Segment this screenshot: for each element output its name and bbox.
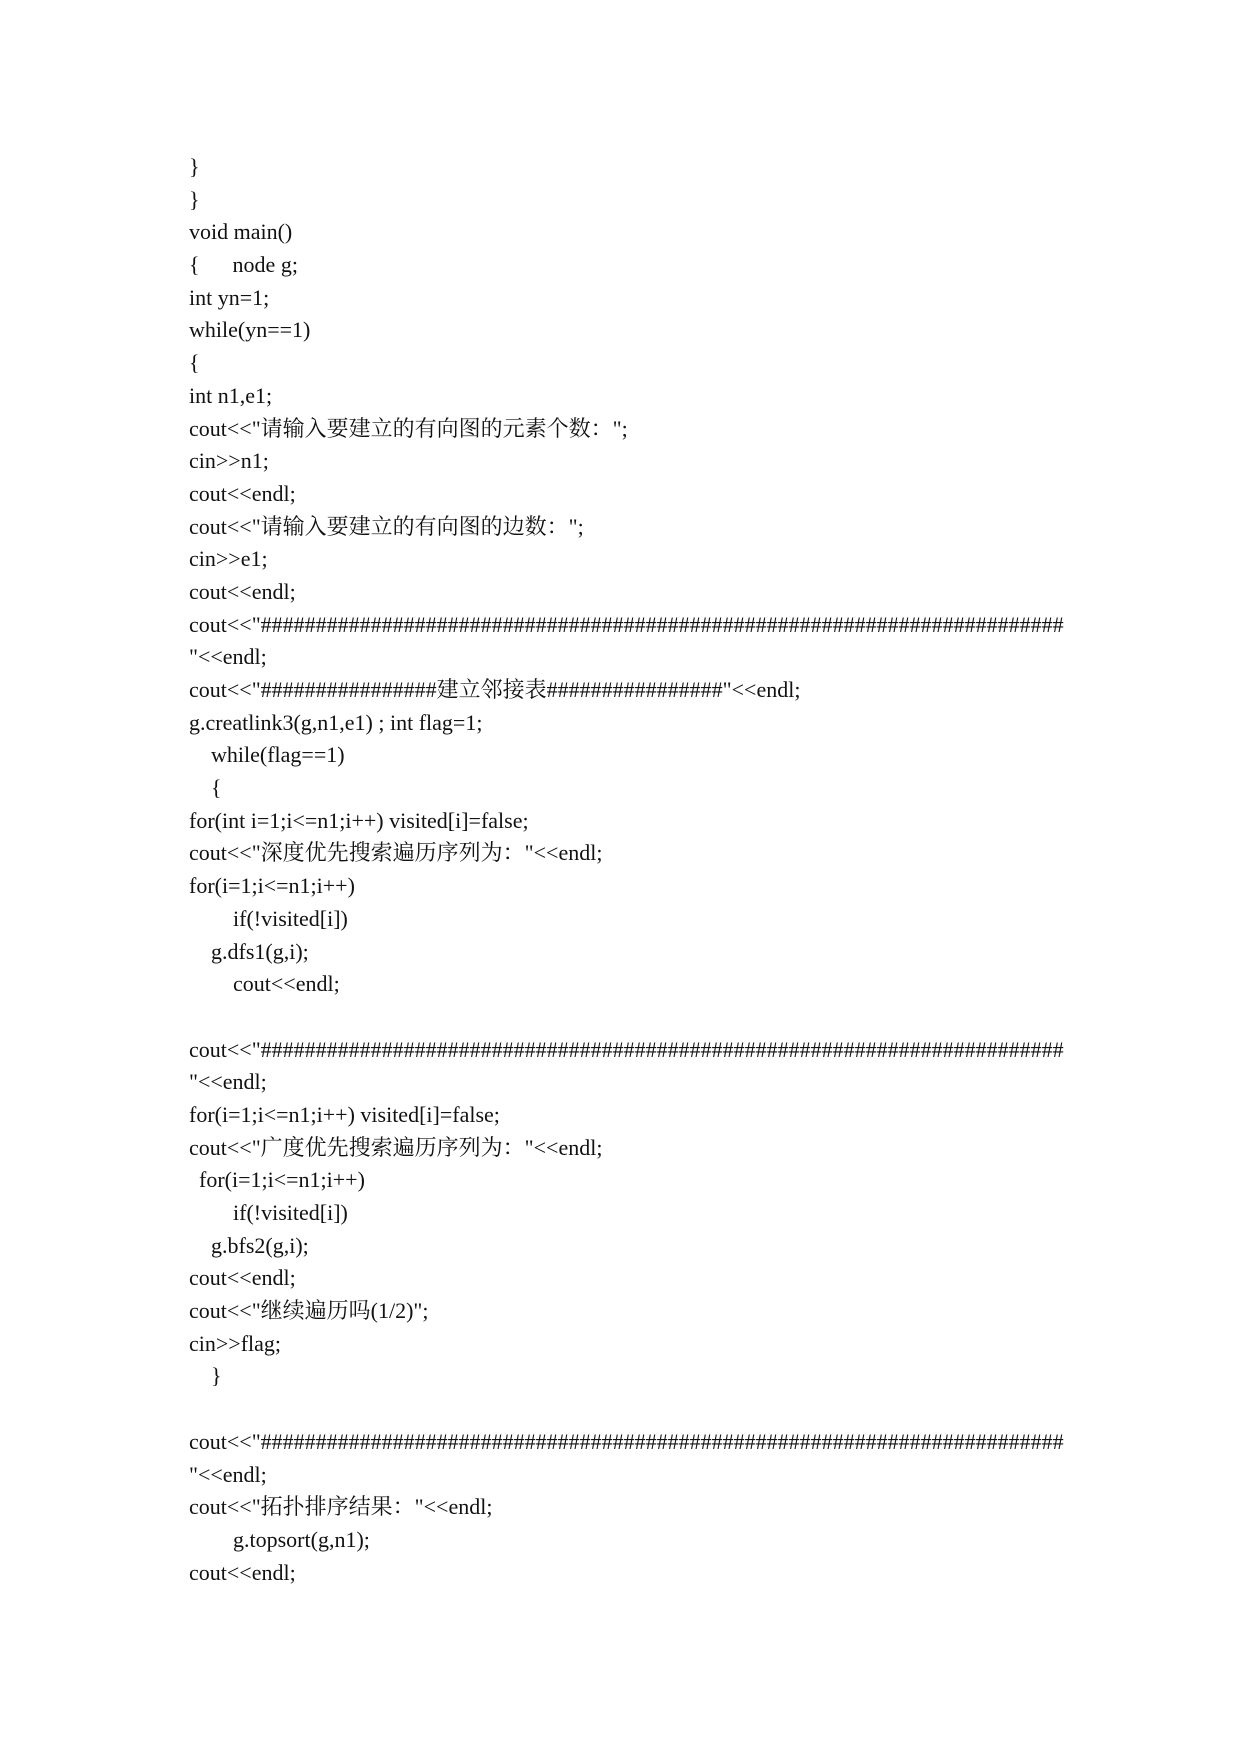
- code-line: cout<<"拓扑排序结果："<<endl;: [189, 1494, 493, 1520]
- code-line: "<<endl;: [189, 644, 267, 670]
- code-line: g.creatlink3(g,n1,e1) ; int flag=1;: [189, 709, 483, 735]
- code-line: for(i=1;i<=n1;i++): [189, 873, 355, 899]
- code-line: cout<<"#########################################################################: [189, 1428, 1064, 1454]
- code-line: cout<<endl;: [189, 1265, 296, 1291]
- code-line: g.dfs1(g,i);: [211, 938, 309, 964]
- code-line: { node g;: [189, 252, 298, 278]
- code-line: cout<<endl;: [189, 480, 296, 506]
- code-line: int n1,e1;: [189, 382, 273, 408]
- code-line: cout<<"#########################################################################: [189, 1036, 1064, 1062]
- code-line: cout<<"#########################################################################: [189, 611, 1064, 637]
- code-line: cout<<endl;: [233, 971, 340, 997]
- code-line: cout<<"继续遍历吗(1/2)";: [189, 1298, 429, 1324]
- code-line: {: [189, 350, 200, 376]
- code-line: cout<<endl;: [189, 578, 296, 604]
- code-line: g.topsort(g,n1);: [233, 1526, 370, 1552]
- code-line: cout<<endl;: [189, 1559, 296, 1585]
- code-line: }: [189, 186, 200, 212]
- code-line-blank: [189, 1393, 1089, 1426]
- code-line-blank: [189, 1001, 1089, 1034]
- code-line: cout<<"深度优先搜索遍历序列为："<<endl;: [189, 840, 603, 866]
- code-line: for(int i=1;i<=n1;i++) visited[i]=false;: [189, 807, 529, 833]
- code-line: cin>>flag;: [189, 1330, 282, 1356]
- code-line: cout<<"请输入要建立的有向图的元素个数：";: [189, 415, 628, 441]
- code-line: while(flag==1): [211, 742, 345, 768]
- code-line: {: [211, 775, 222, 801]
- code-line: }: [189, 154, 200, 179]
- code-line: }: [211, 1363, 222, 1389]
- code-line: cin>>e1;: [189, 546, 268, 572]
- code-line: cout<<"广度优先搜索遍历序列为："<<endl;: [189, 1134, 603, 1160]
- code-line: if(!visited[i]): [233, 905, 348, 931]
- code-line: g.bfs2(g,i);: [211, 1232, 309, 1258]
- code-line: int yn=1;: [189, 284, 270, 310]
- code-line: cin>>n1;: [189, 448, 269, 474]
- code-line: void main(): [189, 219, 293, 245]
- code-line: cout<<"################建立邻接表################"<<endl;: [189, 677, 801, 702]
- code-line: "<<endl;: [189, 1461, 267, 1487]
- code-line: cout<<"请输入要建立的有向图的边数：";: [189, 513, 584, 539]
- code-line: while(yn==1): [189, 317, 311, 343]
- code-line: if(!visited[i]): [233, 1200, 348, 1225]
- code-line: "<<endl;: [189, 1069, 267, 1095]
- code-block: [189, 151, 1089, 1589]
- code-line: for(i=1;i<=n1;i++): [199, 1167, 365, 1193]
- code-line: for(i=1;i<=n1;i++) visited[i]=false;: [189, 1101, 500, 1127]
